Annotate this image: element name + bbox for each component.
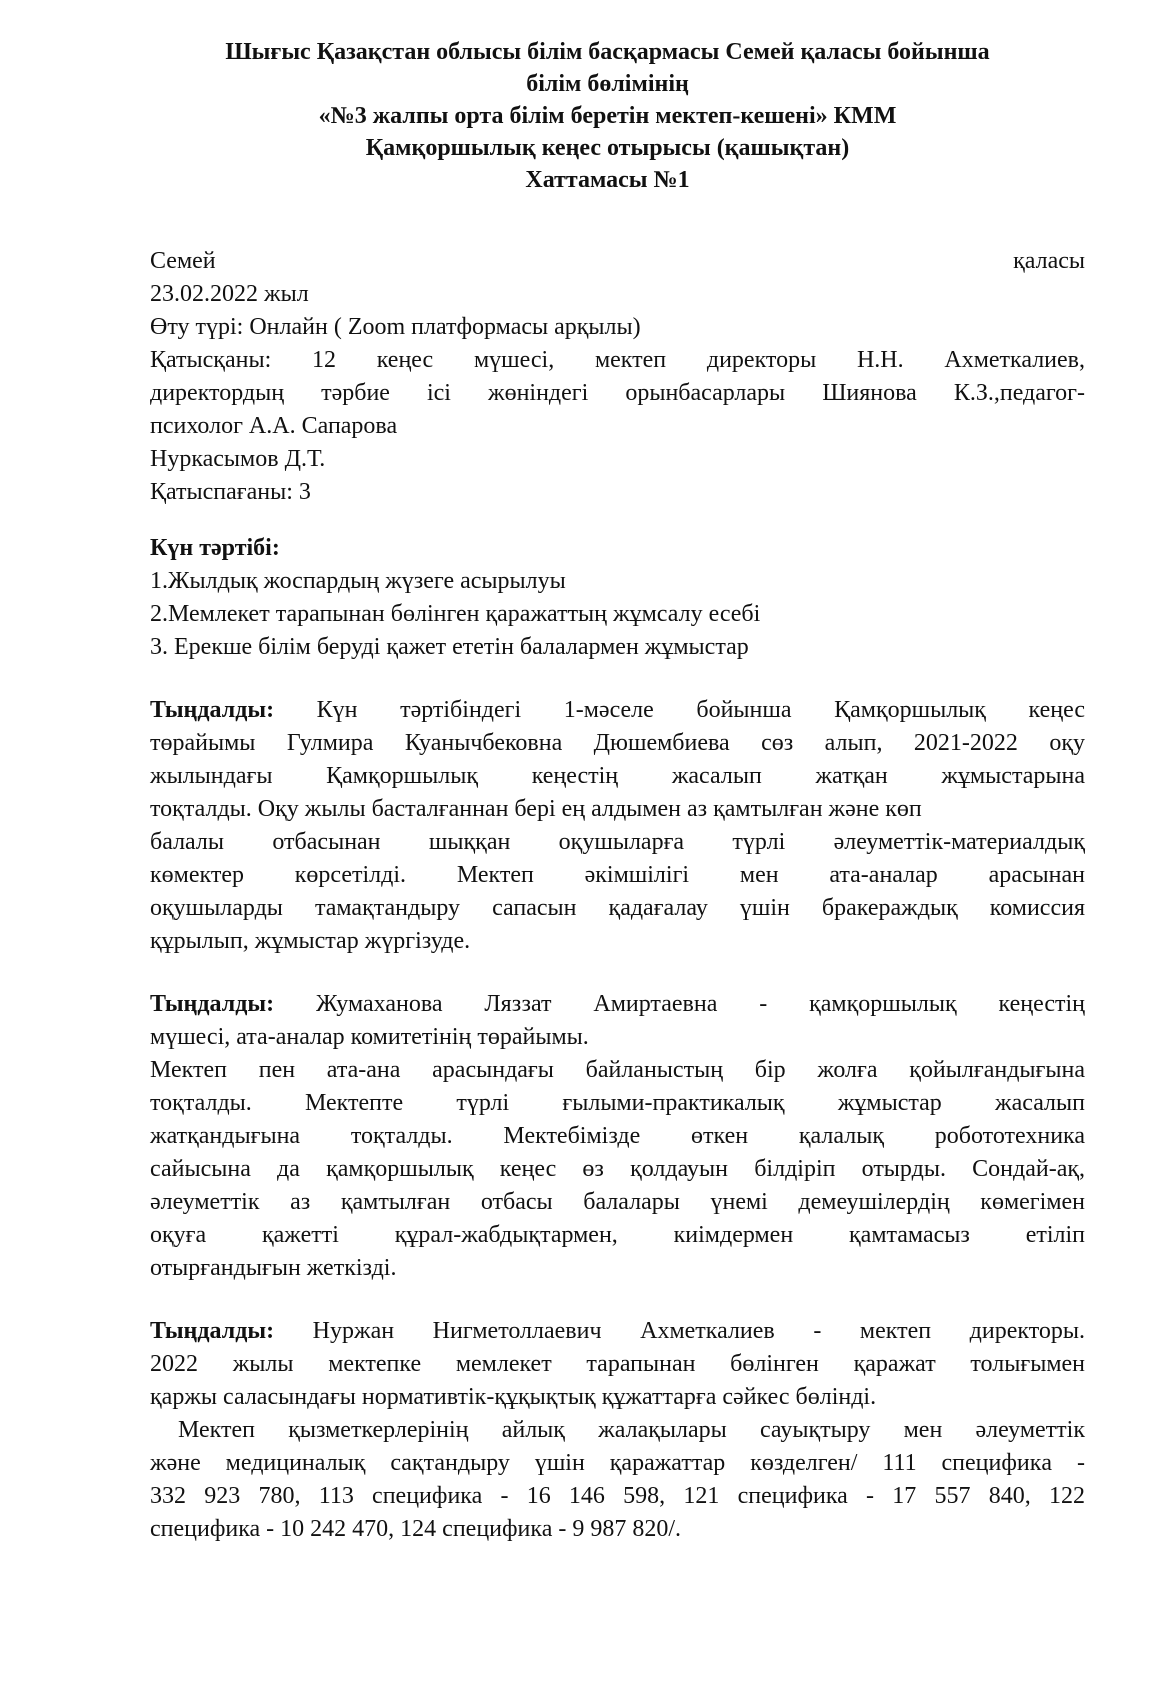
header-line-5: Хаттамасы №1 <box>525 167 690 193</box>
section-3-line-5: және медициналық сақтандыру үшін қаражаттар көзделген/ 111 спецификa - <box>150 1450 1085 1476</box>
city-suffix: қаласы <box>1013 248 1085 274</box>
section-3-line-4: Мектеп қызметкерлерінің айлық жалақылары сауықтыру мен әлеуметтік <box>178 1417 1085 1443</box>
section-2-line-7: әлеуметтік аз қамтылған отбасы балалары үнемі демеушілердің көмегімен <box>150 1189 1085 1215</box>
section-2-line-9: отырғандығын жеткізді. <box>150 1255 397 1281</box>
section-3-line-7: специфика - 10 242 470, 124 специфика - 9 987 820/. <box>150 1516 682 1542</box>
section-1 <box>150 694 1085 958</box>
section-3-line-6: 332 923 780, 113 специфика - 16 146 598, 121 специфика - 17 557 840, 122 <box>150 1483 1085 1509</box>
section-2-line-4: тоқталды. Мектепте түрлі ғылыми-практикалық жұмыстар жасалып <box>150 1090 1085 1116</box>
section-2 <box>150 988 1085 1285</box>
section-1-line-3: жылындағы Қамқоршылық кеңестің жасалып жатқан жұмыстарына <box>150 763 1085 789</box>
section-2-line-1: Тыңдалды: Жумаханова Ляззат Амиртаевна - қамқоршылық кеңестің <box>150 991 1085 1017</box>
section-1-label: Тыңдалды: <box>150 697 275 723</box>
header-line-1: Шығыс Қазақстан облысы білім басқармасы Семей қаласы бойынша <box>225 39 990 65</box>
meeting-date: 23.02.2022 жыл <box>150 281 309 307</box>
section-3-line-3: қаржы саласындағы нормативтік-құқықтық құжаттарға сәйкес бөлінді. <box>150 1384 877 1410</box>
header-line-3: «№3 жалпы орта білім беретін мектеп-кешені» КММ <box>318 103 897 129</box>
section-1-line-8: құрылып, жұмыстар жүргізуде. <box>150 928 471 954</box>
section-2-label: Тыңдалды: <box>150 991 275 1017</box>
agenda-item: 3. Ерекше білім беруді қажет ететін балалармен жұмыстар <box>150 634 749 660</box>
attendees-line-2: директордың тәрбие ісі жөніндегі орынбасарлары Шиянова К.З.,педагог- <box>150 380 1085 406</box>
meeting-format: Өту түрі: Онлайн ( Zoom платформасы арқылы) <box>150 314 641 340</box>
absent-count: Қатыспағаны: 3 <box>150 479 311 505</box>
section-1-line-1: Тыңдалды: Күн тәртібіндегі 1-мәселе бойынша Қамқоршылық кеңес <box>150 697 1086 723</box>
document-header <box>130 36 1085 196</box>
section-1-line-6: көмектер көрсетілді. Мектеп әкімшілігі мен ата-аналар арасынан <box>150 862 1085 888</box>
section-3-line-2: 2022 жылы мектепке мемлекет тарапынан бөлінген қаражат толығымен <box>150 1351 1085 1377</box>
section-2-line-8: оқуға қажетті құрал-жабдықтармен, киімдермен қамтамасыз етіліп <box>150 1222 1085 1248</box>
attendees-line-4: Нуркасымов Д.Т. <box>150 446 326 472</box>
attendees-line-3: психолог А.А. Сапарова <box>150 413 398 439</box>
section-1-line-5: балалы отбасынан шыққан оқушыларға түрлі әлеуметтік-материалдық <box>150 829 1085 855</box>
agenda-item: 2.Мемлекет тарапынан бөлінген қаражаттың жұмсалу есебі <box>150 601 761 627</box>
agenda-item: 1.Жылдық жоспардың жүзеге асырылуы <box>150 568 566 594</box>
section-2-line-3: Мектеп пен ата-ана арасындағы байланыстың бір жолға қойылғандығына <box>150 1057 1085 1083</box>
place-row <box>150 245 1085 278</box>
city: Семей <box>150 248 216 274</box>
section-3-line-1: Тыңдалды: Нуржан Нигметоллаевич Ахметкалиев - мектеп директоры. <box>150 1318 1085 1344</box>
section-1-line-2: төрайымы Гулмира Куанычбековна Дюшембиева сөз алып, 2021-2022 оқу <box>150 730 1085 756</box>
header-line-4: Қамқоршылық кеңес отырысы (қашықтан) <box>365 135 850 161</box>
section-1-line-7: оқушыларды тамақтандыру сапасын қадағалау үшін бракераждық комиссия <box>150 895 1085 921</box>
section-1-line-4: тоқталды. Оқу жылы басталғаннан бері ең алдымен аз қамтылған және көп <box>150 796 922 822</box>
section-2-line-2: мүшесі, ата-аналар комитетінің төрайымы. <box>150 1024 589 1050</box>
agenda-title: Күн тәртібі: <box>150 535 280 561</box>
section-3-label: Тыңдалды: <box>150 1318 275 1344</box>
header-line-2: білім бөлімінің <box>526 71 689 97</box>
attendees-line-1: Қатысқаны: 12 кеңес мүшесі, мектеп директоры Н.Н. Ахметкалиев, <box>150 347 1085 373</box>
document-page <box>150 36 1085 1546</box>
section-2-line-6: сайысына да қамқоршылық кеңес өз қолдауын білдіріп отырды. Сондай-ақ, <box>150 1156 1085 1182</box>
section-2-line-5: жатқандығына тоқталды. Мектебімізде өткен қалалық робототехника <box>150 1123 1085 1149</box>
section-3 <box>150 1315 1085 1546</box>
